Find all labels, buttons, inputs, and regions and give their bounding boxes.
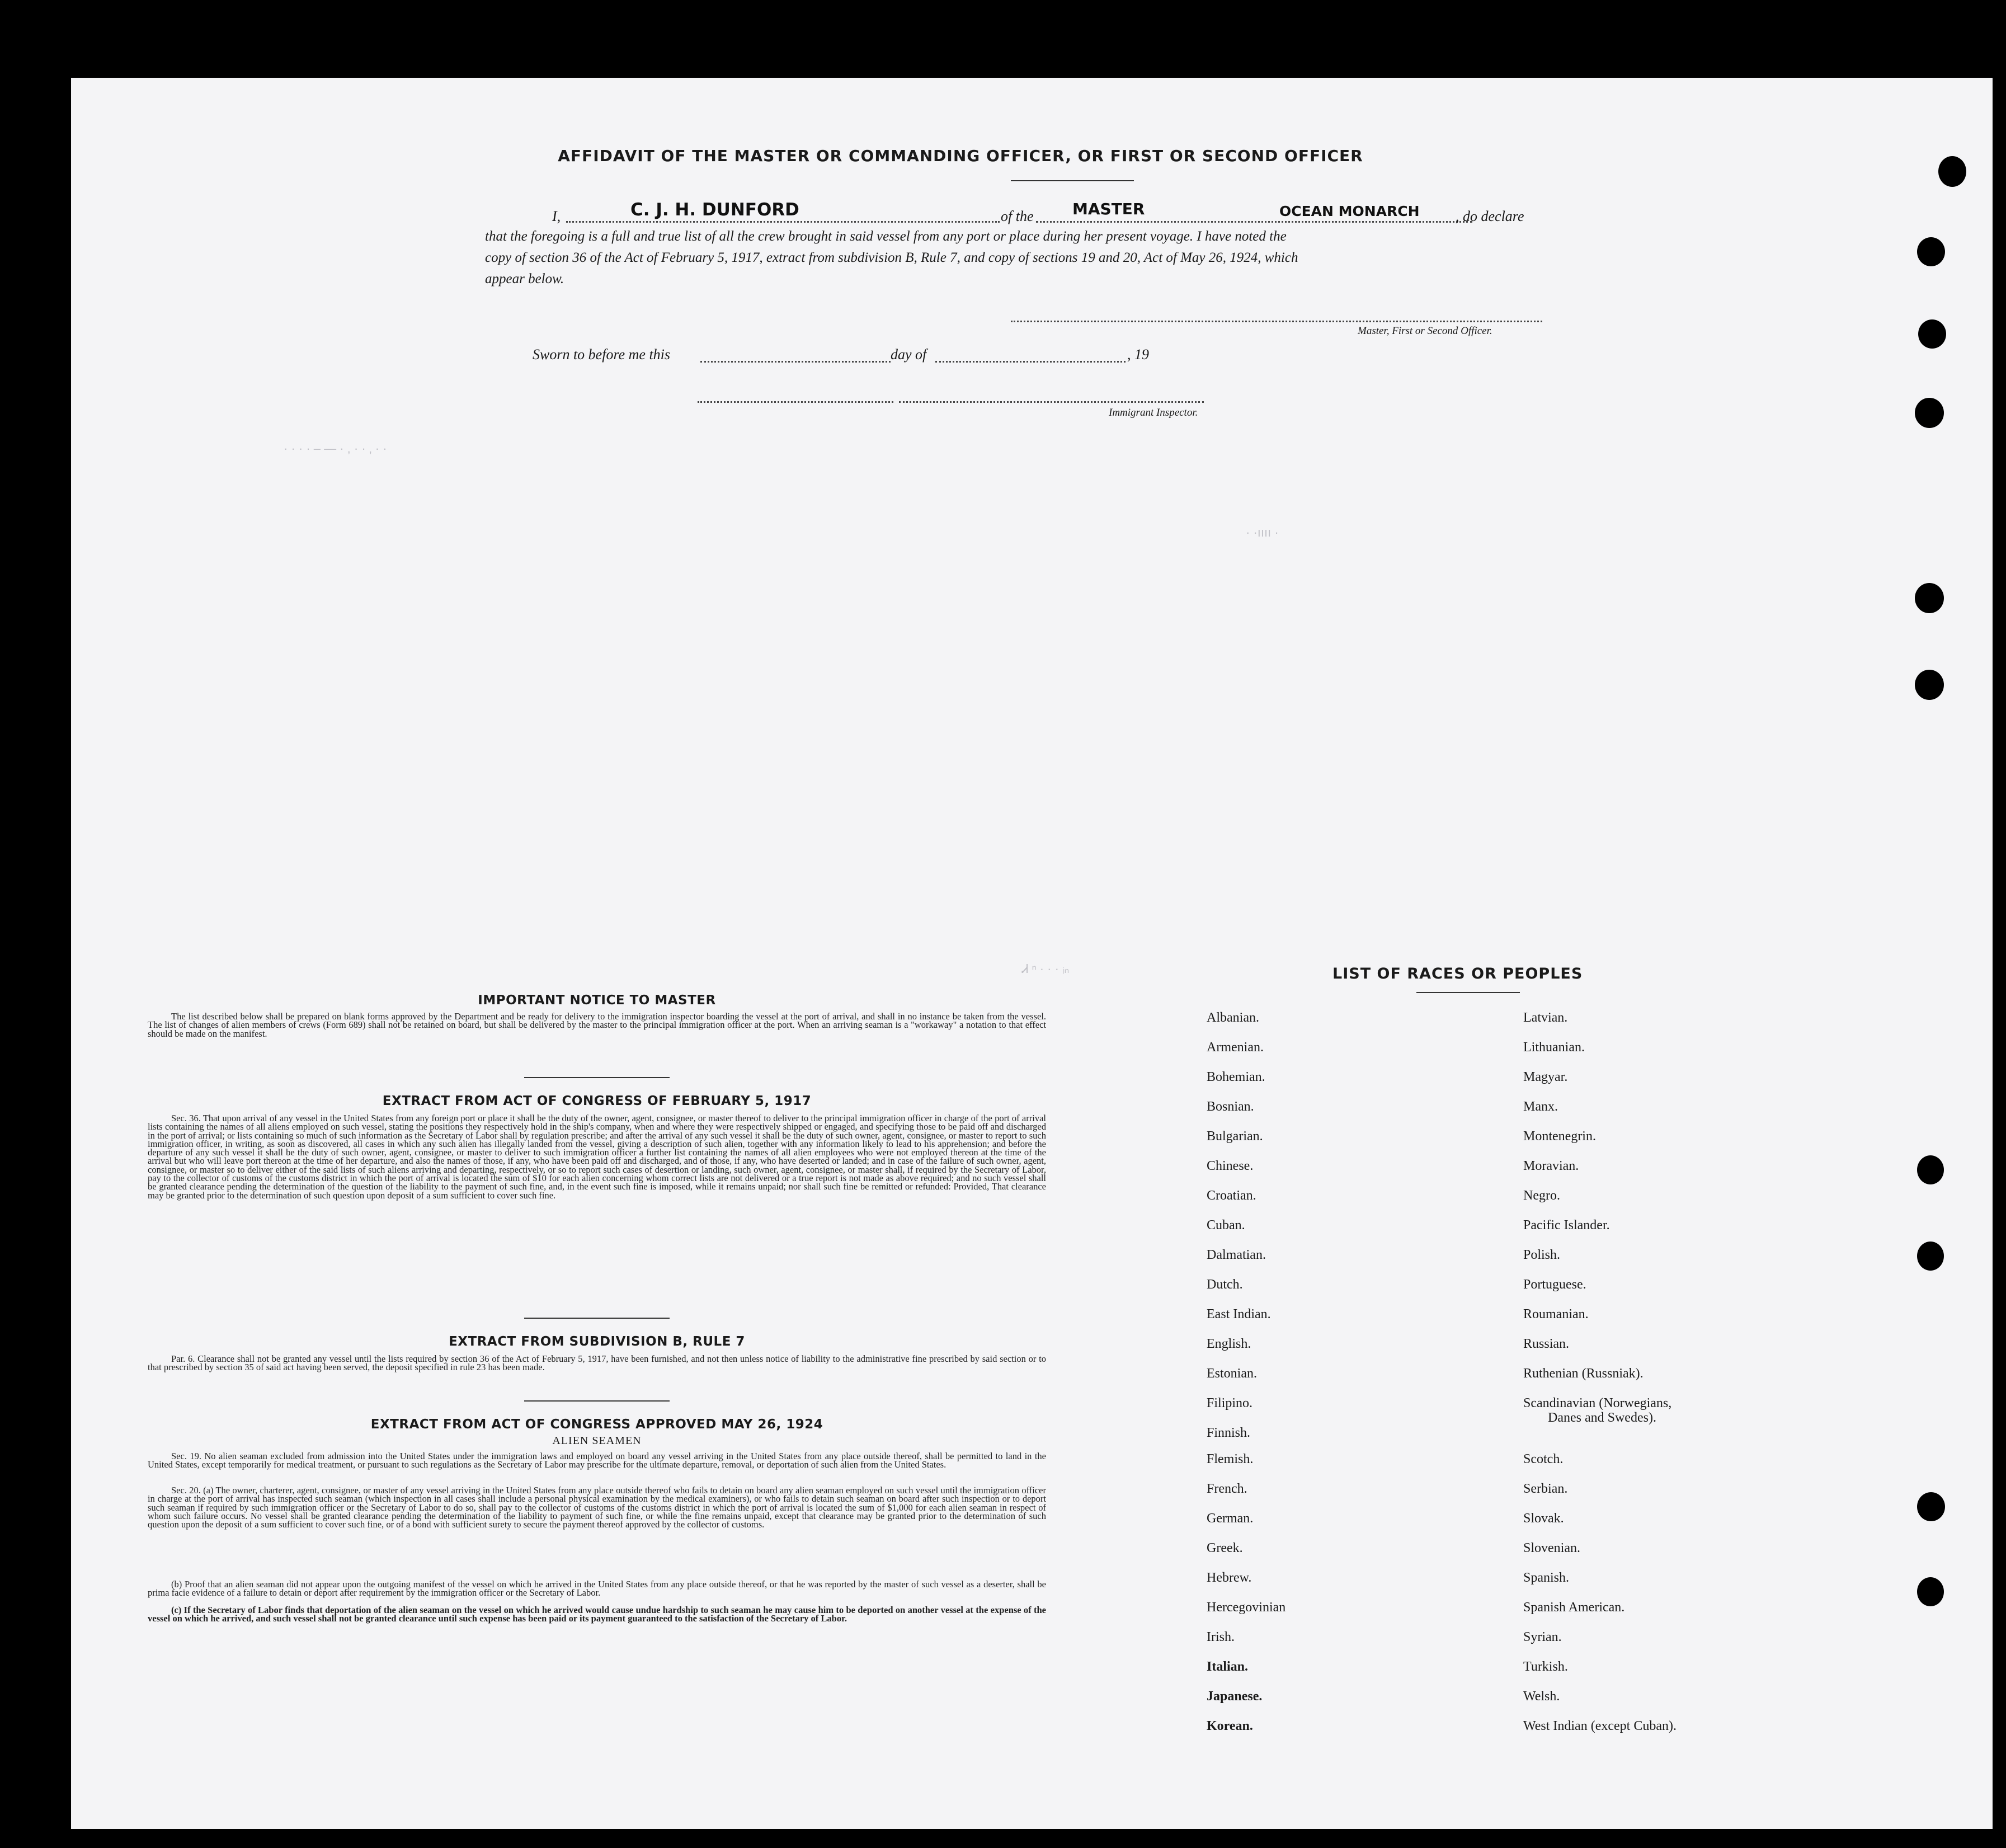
race-item: Estonian.	[1207, 1366, 1257, 1381]
race-item: German.	[1207, 1511, 1254, 1526]
race-item: Hebrew.	[1207, 1570, 1252, 1585]
race-item: Hercegovinian	[1207, 1600, 1286, 1615]
affidavit-title: AFFIDAVIT OF THE MASTER OR COMMANDING OFFICER, OR FIRST OR SECOND OFFICER	[558, 147, 1363, 165]
statement-line-3: appear below.	[485, 271, 564, 286]
extract-1917-divider	[524, 1318, 670, 1319]
i-label: I,	[552, 208, 561, 224]
rank-line	[1036, 221, 1472, 223]
race-item: Flemish.	[1207, 1452, 1254, 1466]
sworn-month-line[interactable]	[935, 361, 1126, 363]
race-item: French.	[1207, 1482, 1247, 1496]
race-item: Albanian.	[1207, 1010, 1259, 1025]
race-item: Dalmatian.	[1207, 1248, 1266, 1262]
race-item: Welsh.	[1523, 1689, 1560, 1704]
race-item: Irish.	[1207, 1630, 1235, 1644]
race-item: Montenegrin.	[1523, 1129, 1596, 1144]
race-item: Roumanian.	[1523, 1307, 1589, 1322]
extract-rule7-divider	[524, 1400, 670, 1402]
race-item: Lithuanian.	[1523, 1040, 1585, 1055]
race-item: Slovak.	[1523, 1511, 1564, 1526]
race-item: Finnish.	[1207, 1426, 1251, 1440]
race-item: Moravian.	[1523, 1159, 1579, 1173]
race-item: Manx.	[1523, 1099, 1558, 1114]
race-item: Latvian.	[1523, 1010, 1568, 1025]
race-item: Scandinavian (Norwegians,	[1523, 1396, 1672, 1410]
punch-hole-icon	[1918, 319, 1946, 349]
signature-caption: Master, First or Second Officer.	[1358, 325, 1492, 337]
punch-hole-icon	[1915, 670, 1944, 700]
races-title-underline	[1416, 992, 1520, 993]
signature-line[interactable]	[1011, 321, 1542, 322]
race-item: Japanese.	[1207, 1689, 1263, 1704]
race-item: Cuban.	[1207, 1218, 1245, 1233]
race-item: Danes and Swedes).	[1548, 1410, 1656, 1425]
punch-hole-icon	[1915, 398, 1944, 428]
punch-hole-icon	[1917, 1155, 1944, 1184]
statement-line-1: that the foregoing is a full and true list of all the crew brought in said vessel from any port or place during her present voyage. I have noted the	[485, 229, 1287, 244]
race-item: Spanish.	[1523, 1570, 1570, 1585]
extract-1924-title: EXTRACT FROM ACT OF CONGRESS APPROVED MAY 26, 1924	[370, 1417, 823, 1432]
punch-hole-icon	[1938, 156, 1966, 187]
race-item: Ruthenian (Russniak).	[1523, 1366, 1644, 1381]
notice-text: The list described below shall be prepared on blank forms approved by the Department and be ready for delivery to the immigration inspector boarding the vessel at the port of arrival, and shall in no instance be taken from the vessel. The list of changes of alien members of crews (Form 689) shall not be retained on board, but shall be delivered by the master to the principal immigration officer at the port. When an arriving seaman is a "workaway" a notation to that effect should be made on the manifest.	[148, 1011, 1046, 1039]
of-the-label: of the	[1001, 208, 1034, 224]
bleed-through-marks: · · · · ‒ — · , · · ‚ · ·	[284, 441, 387, 455]
year-label: , 19	[1127, 346, 1149, 363]
race-item: Negro.	[1523, 1188, 1560, 1203]
race-item: Chinese.	[1207, 1159, 1254, 1173]
race-item: Korean.	[1207, 1719, 1253, 1733]
race-item: Spanish American.	[1523, 1600, 1625, 1615]
day-of-label: day of	[891, 346, 927, 363]
race-item: Bulgarian.	[1207, 1129, 1263, 1144]
race-item: East Indian.	[1207, 1307, 1271, 1322]
race-item: Turkish.	[1523, 1659, 1568, 1674]
race-item: Scotch.	[1523, 1452, 1564, 1466]
race-item: Italian.	[1207, 1659, 1249, 1674]
extract-1924-sec20c: (c) If the Secretary of Labor finds that deportation of the alien seaman on the vessel on which he arrived would cause undue hardship to such seaman he may cause him to be deported on another vessel at the expense of the vessel on which he arrived, and such vessel shall not be granted clearance until such expense has been paid or its payment guaranteed to the satisfaction of the Secretary of Labor.	[148, 1605, 1046, 1624]
race-item: Bosnian.	[1207, 1099, 1254, 1114]
race-item: Slovenian.	[1523, 1541, 1580, 1555]
extract-1917-text: Sec. 36. That upon arrival of any vessel in the United States from any foreign port or place it shall be the duty of the owner, agent, consignee, or master thereof to deliver to the principal immigration officer in charge of the port of arrival lists containing the names of all aliens employed on such vessel, stating the positions they respectively hold in the ship's company, when and where they were respectively shipped or engaged, and specifying those to be paid off and discharged in the port of arrival; or lists containing so much of such information as the Secretary of Labor shall by regulation prescribe; and after the arrival of any such vessel it shall be the duty of such owner, agent, consignee, or master to report to such immigration officer, in writing, as soon as discovered, all cases in which any such alien has illegally landed from the vessel, giving a description of such alien, together with any information likely to lead to his apprehension; and before the departure of any such vessel it shall be the duty of such owner, agent, consignee, or master to deliver to such immigration officer a further list containing the names of all alien employees who were not employed thereon at the time of the arrival but who will leave port thereon at the time of her departure, and also the names of those, if any, who have been paid off and discharged, and of those, if any, who have deserted or landed; and in case of the failure of such owner, agent, consignee, or master so to deliver either of the said lists of such aliens arriving and departing, respectively, or so to report such cases of desertion or landing, such owner, agent, consignee, or master shall, if required by the Secretary of Labor, pay to the collector of customs of the customs district in which the port of arrival is located the sum of $10 for each alien concerning whom correct lists are not delivered or a true report is not made as above required; and no such vessel shall be granted clearance pending the determination of the question of the liability to the payment of such fine, and, in the event such fine is imposed, while it remains unpaid; nor shall such fine be remitted or refunded: Provided, That clearance may be granted prior to the determination of such question upon deposit of a sum sufficient to cover such fine.	[148, 1113, 1046, 1201]
punch-hole-icon	[1917, 1577, 1944, 1606]
race-item: Greek.	[1207, 1541, 1243, 1555]
race-item: Pacific Islander.	[1523, 1218, 1610, 1233]
form-page	[71, 78, 1993, 1829]
race-item: Polish.	[1523, 1248, 1561, 1262]
race-item: English.	[1207, 1337, 1251, 1351]
title-underline	[1011, 180, 1134, 181]
extract-1924-sec20b: (b) Proof that an alien seaman did not appear upon the outgoing manifest of the vessel on which he arrived in the United States from any place outside thereof, or that he was reported by the master of such vessel as a deserter, shall be prima facie evidence of a failure to detain or deport after requirement by the immigration officer or the Secretary of Labor.	[148, 1579, 1046, 1598]
inspector-caption: Immigrant Inspector.	[1109, 407, 1198, 418]
vessel-field[interactable]: OCEAN MONARCH	[1279, 203, 1420, 219]
punch-hole-icon	[1917, 237, 1945, 266]
bleed-through-marks: Ꮧ ⁿ · · · ᵢₙ	[1022, 962, 1070, 976]
notice-title: IMPORTANT NOTICE TO MASTER	[478, 993, 716, 1008]
extract-1924-sec20a: Sec. 20. (a) The owner, charterer, agent, consignee, or master of any vessel arriving in the United States from any place outside thereof who fails to detain on board any alien seaman employed on such vessel until the immigration officer in charge at the port of arrival has inspected such seaman (which inspection in all cases shall include a personal physical examination by the medical examiners), or who fails to detain such seaman on board after such inspection or to deport such seaman if required by such immigration officer or the Secretary of Labor to do so, shall pay to the collector of customs of the customs district in which the port of arrival is located the sum of $1,000 for each alien seaman in respect of whom such failure occurs. No vessel shall be granted clearance pending the determination of the liability to payment of such fine, or while the fine remains unpaid, except that clearance may be granted prior to the determination of such question upon the deposit of a sum sufficient to cover such fine, or of a bond with sufficient surety to secure the payment thereof approved by the collector of customs.	[148, 1485, 1046, 1530]
extract-1924-sec19: Sec. 19. No alien seaman excluded from admission into the United States under the immigration laws and employed on board any vessel arriving in the United States from any place outside thereof, shall be permitted to land in the United States, except temporarily for medical treatment, or pursuant to such regulations as the Secretary of Labor may prescribe for the ultimate departure, removal, or deportation of such alien from the United States.	[148, 1451, 1046, 1470]
race-item: Armenian.	[1207, 1040, 1264, 1055]
rank-field[interactable]: MASTER	[1072, 200, 1145, 218]
race-item: Filipino.	[1207, 1396, 1253, 1410]
notice-divider	[524, 1077, 670, 1078]
race-item: Serbian.	[1523, 1482, 1568, 1496]
punch-hole-icon	[1915, 583, 1944, 613]
race-item: Russian.	[1523, 1337, 1570, 1351]
race-item: Portuguese.	[1523, 1277, 1586, 1292]
inspector-signature-line-right[interactable]	[899, 401, 1204, 403]
sworn-label: Sworn to before me this	[533, 346, 671, 363]
inspector-signature-line-left[interactable]	[698, 401, 893, 403]
race-item: West Indian (except Cuban).	[1523, 1719, 1677, 1733]
extract-1924-subtitle: ALIEN SEAMEN	[552, 1435, 642, 1447]
statement-line-2: copy of section 36 of the Act of February 5, 1917, extract from subdivision B, Rule 7, and copy of sections 19 and 20, Act of May 26, 1924, which	[485, 250, 1298, 265]
punch-hole-icon	[1917, 1242, 1944, 1271]
sworn-day-line[interactable]	[700, 361, 891, 363]
races-title: LIST OF RACES OR PEOPLES	[1332, 965, 1583, 982]
race-item: Syrian.	[1523, 1630, 1562, 1644]
bleed-through-marks: · ·ıııı ·	[1246, 525, 1279, 539]
race-item: Croatian.	[1207, 1188, 1256, 1203]
extract-rule7-text: Par. 6. Clearance shall not be granted any vessel until the lists required by section 36 of the Act of February 5, 1917, have been furnished, and not then unless notice of liability to the administrative fine prescribed by said section or to that prescribed by section 35 of said act having been served, the deposit specified in rule 23 has been made.	[148, 1353, 1046, 1373]
officer-name-line	[566, 221, 1000, 223]
officer-name-field[interactable]: C. J. H. DUNFORD	[630, 200, 799, 220]
punch-hole-icon	[1917, 1492, 1945, 1521]
extract-rule7-title: EXTRACT FROM SUBDIVISION B, RULE 7	[449, 1334, 745, 1349]
declare-label: , do declare	[1456, 208, 1524, 224]
race-item: Dutch.	[1207, 1277, 1243, 1292]
race-item: Magyar.	[1523, 1070, 1568, 1084]
race-item: Bohemian.	[1207, 1070, 1265, 1084]
extract-1917-title: EXTRACT FROM ACT OF CONGRESS OF FEBRUARY 5, 1917	[382, 1094, 812, 1108]
